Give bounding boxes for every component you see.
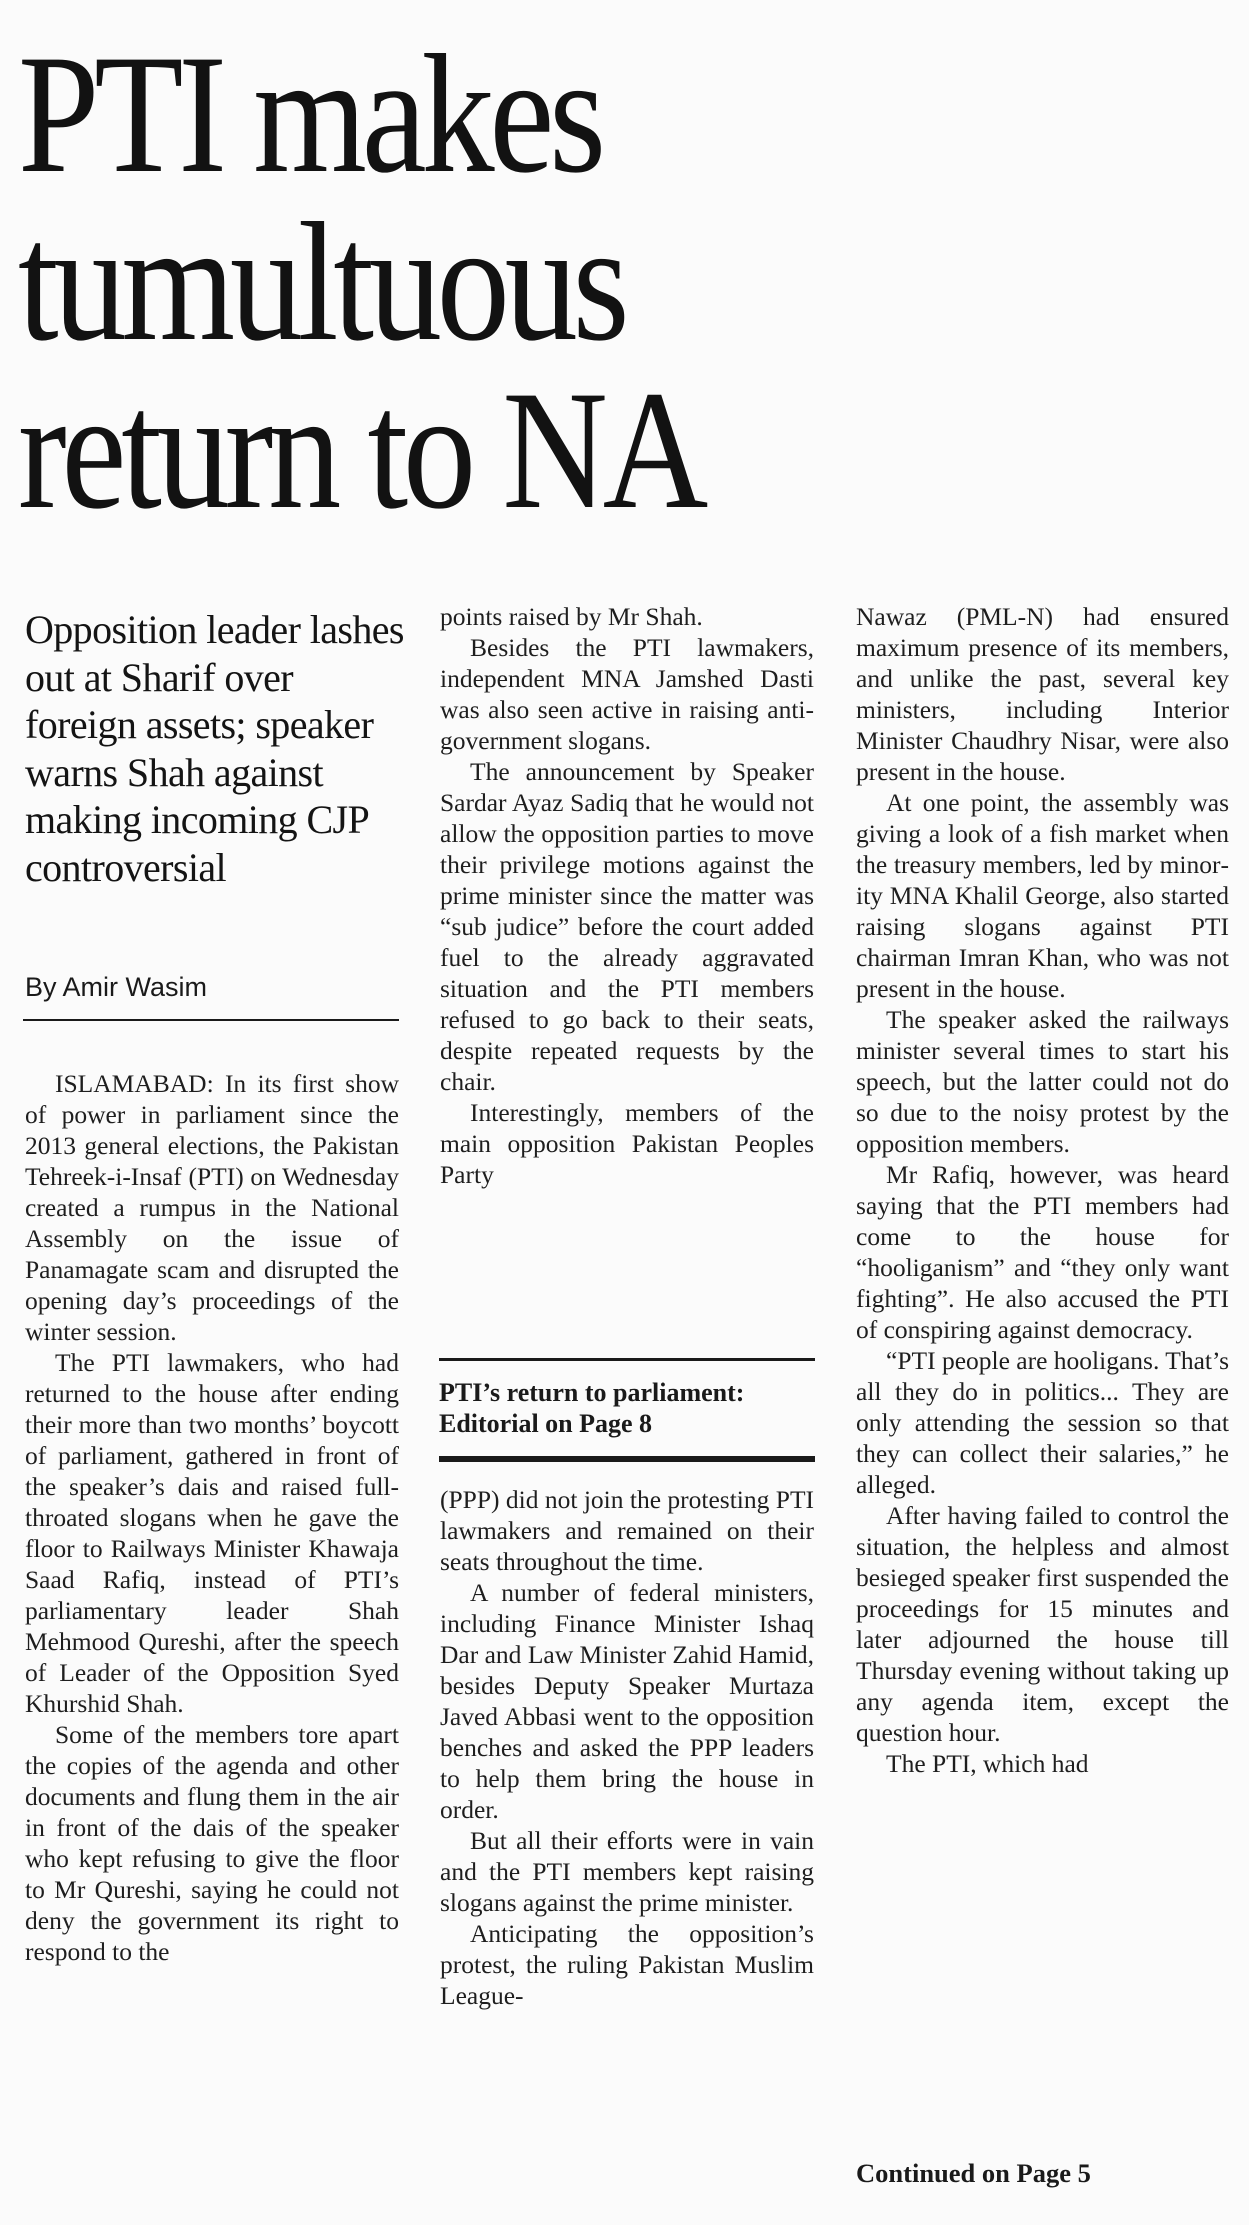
paragraph: Besides the PTI lawmakers, independent MNA Jamshed Dasti was also seen active in raising anti-government slogans. [440,633,814,755]
paragraph: The speaker asked the railways minister several times to start his speech, but the latter could not do so due to the noisy protest by the opposition members. [856,1005,1229,1158]
paragraph: points raised by Mr Shah. [440,602,703,631]
headline-line-3: return to NA [18,356,704,544]
editorial-reference-box [439,1358,815,1462]
paragraph: Anticipating the opposition’s protest, the ruling Pakistan Muslim League- [440,1919,814,2010]
reference-rule-top [439,1358,815,1361]
paragraph: At one point, the assembly was giving a look of a fish market when the treasury members, led by minority MNA Khalil George, also started raising slogans against PTI chairman Imran Khan, who was not present in the house. [856,788,1229,1003]
headline-line-2: tumultuous [18,188,625,376]
subheadline-deck: Opposition leader lashes out at Sharif over foreign assets; speaker warns Shah against making incoming CJP controversial [25,607,404,890]
reference-rule-bottom [439,1456,815,1462]
paragraph: Mr Rafiq, however, was heard saying that the PTI members had come to the house for “hooliganism” and “they only want fighting”. He also accused the PTI of conspiring against democracy. [856,1160,1229,1344]
article-column-3 [856,601,1229,1779]
paragraph: The announcement by Speaker Sardar Ayaz Sadiq that he would not allow the opposition parties to move their privilege motions against the prime minister since the matter was “sub judice” before the court added fuel to the already aggravated situation and the PTI members refused to go back to their seats, despite repeated requests by the chair. [440,757,814,1096]
paragraph: Nawaz (PML-N) had ensured maximum presence of its members, and unlike the past, several key ministers, including Interior Minister Chaudhry Nisar, were also present in the house. [856,602,1229,786]
paragraph: (PPP) did not join the protesting PTI lawmakers and remained on their seats throughout the time. [440,1485,815,1576]
paragraph: But all their efforts were in vain and the PTI members kept raising slogans against the prime minister. [440,1826,814,1917]
continued-on-page-link[interactable]: Continued on Page 5 [856,2158,1091,2188]
paragraph: ISLAMABAD: In its first show of power in parliament since the 2013 general elections, the Pakistan Tehreek-i-Insaf (PTI) on Wednesday created a rumpus in the National Assembly on the issue of Panamagate scam and disrupted the opening day’s proceedings of the winter session. [25,1069,399,1346]
byline: By Amir Wasim [25,972,207,1002]
article-column-2-top [440,601,814,1190]
headline [18,20,1067,544]
headline-line-1: PTI makes [18,20,601,208]
paragraph: Some of the members tore apart the copies of the agenda and other documents and flung them in the air in front of the dais of the speaker who kept refusing to give the floor to Mr Qureshi, saying he could not deny the government its right to respond to the [25,1720,399,1966]
paragraph: The PTI, which had [886,1749,1089,1778]
paragraph: A number of federal ministers, including Finance Minister Ishaq Dar and Law Minister Zahid Hamid, besides Deputy Speaker Murtaza Javed Abbasi went to the opposition benches and asked the PPP leaders to help them bring the house in order. [440,1578,814,1824]
editorial-reference-link[interactable]: PTI’s return to parliament: Editorial on Page 8 [439,1378,745,1438]
paragraph: After having failed to control the situation, the helpless and almost besieged speaker first suspended the proceedings for 15 minutes and later adjourned the house till Thursday evening without taking up any agenda item, except the question hour. [856,1501,1229,1747]
paragraph: The PTI lawmakers, who had returned to the house after ending their more than two months’ boycott of parliament, gathered in front of the speaker’s dais and raised full-throated slogans when he gave the floor to Railways Minister Khawaja Saad Rafiq, instead of PTI’s parliamentary leader Shah Mehmood Qureshi, after the speech of Leader of the Opposition Syed Khurshid Shah. [25,1348,399,1718]
article-column-1 [25,1068,399,1967]
article-column-2-bottom [440,1484,814,2011]
paragraph: “PTI people are hooligans. That’s all they do in politics... They are only attending the session so that they can collect their salaries,” he alleged. [856,1346,1229,1499]
byline-rule [23,1019,399,1021]
paragraph: Interestingly, members of the main opposition Pakistan Peoples Party [440,1098,814,1189]
